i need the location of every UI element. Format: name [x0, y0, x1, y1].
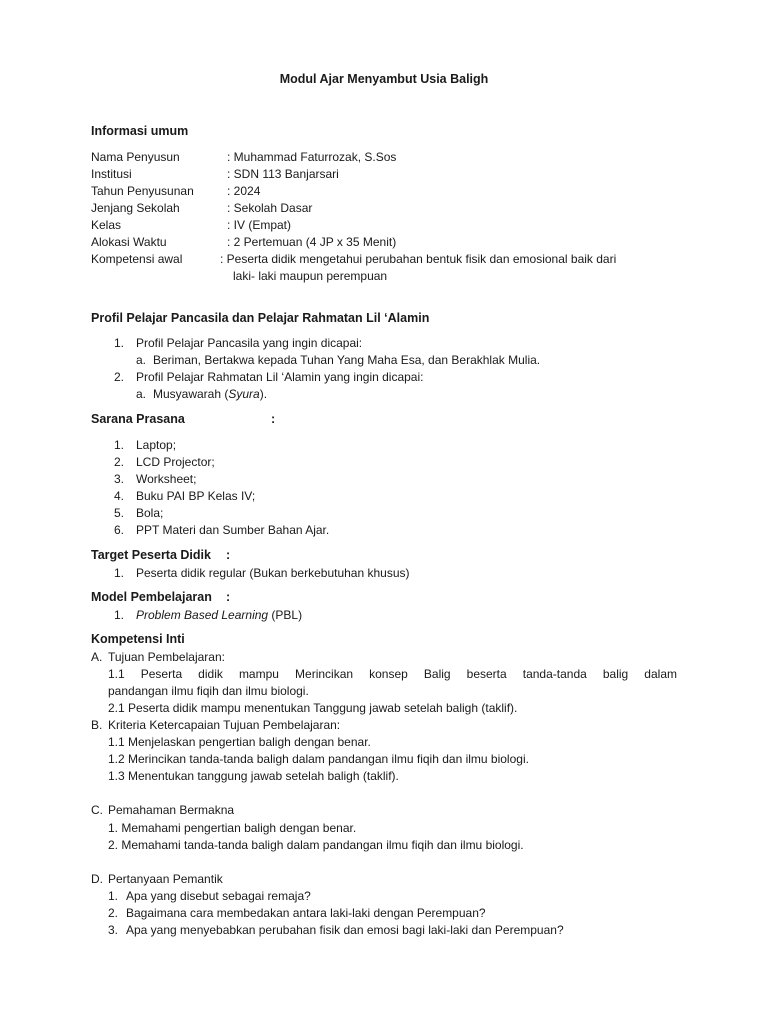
info-value-institusi: : SDN 113 Banjarsari — [227, 167, 339, 181]
sarana-item: Laptop; — [136, 438, 177, 452]
sarana-item: Worksheet; — [136, 472, 197, 486]
sarana-item-number: 1. — [114, 438, 125, 452]
kriteria-item: 1.2 Merincikan tanda-tanda baligh dalam pandangan ilmu fiqih dan ilmu biologi. — [108, 752, 529, 766]
section-c-title: Pemahaman Bermakna — [108, 803, 235, 817]
profil-heading: Profil Pelajar Pancasila dan Pelajar Rahmatan Lil ‘Alamin — [91, 311, 430, 325]
tujuan-1-line1: 1.1 Peserta didik mampu Merincikan konsep Balig beserta tanda-tanda balig dalam — [108, 667, 677, 681]
kompetensi-inti-heading: Kompetensi Inti — [91, 632, 185, 646]
pertanyaan-item: Apa yang menyebabkan perubahan fisik dan emosi bagi laki-laki dan Perempuan? — [126, 923, 564, 937]
profil-item2a-italic: Syura — [228, 387, 260, 401]
info-value-alokasi: : 2 Pertemuan (4 JP x 35 Menit) — [227, 235, 397, 249]
profil-item1a-letter: a. — [136, 353, 147, 367]
info-value-nama: : Muhammad Faturrozak, S.Sos — [227, 150, 397, 164]
info-label-alokasi: Alokasi Waktu — [91, 235, 167, 249]
profil-item1a: Beriman, Bertakwa kepada Tuhan Yang Maha Esa, dan Berakhlak Mulia. — [153, 353, 541, 367]
section-c-letter: C. — [91, 803, 103, 817]
info-value-jenjang: : Sekolah Dasar — [227, 201, 313, 215]
pertanyaan-item-number: 2. — [108, 906, 119, 920]
profil-item2a-pre: Musyawarah ( — [153, 387, 229, 401]
profil-item2a-letter: a. — [136, 387, 147, 401]
section-d-letter: D. — [91, 872, 103, 886]
pertanyaan-item: Bagaimana cara membedakan antara laki-laki dengan Perempuan? — [126, 906, 486, 920]
target-colon: : — [226, 548, 231, 562]
profil-item2a — [153, 387, 267, 401]
profil-item2a-post: ). — [259, 387, 268, 401]
info-value-kompetensi-line2: laki- laki maupun perempuan — [233, 269, 388, 283]
sarana-colon: : — [271, 412, 276, 426]
sarana-item: Buku PAI BP Kelas IV; — [136, 489, 256, 503]
sarana-item-number: 2. — [114, 455, 125, 469]
kriteria-item: 1.1 Menjelaskan pengertian baligh dengan benar. — [108, 735, 371, 749]
model-item-italic: Problem Based Learning — [136, 608, 269, 622]
model-item-number: 1. — [114, 608, 125, 622]
sarana-item: Bola; — [136, 506, 164, 520]
info-label-kompetensi: Kompetensi awal — [91, 252, 183, 266]
profil-item2-number: 2. — [114, 370, 125, 384]
profil-item1-number: 1. — [114, 336, 125, 350]
sarana-item-number: 5. — [114, 506, 125, 520]
info-label-institusi: Institusi — [91, 167, 132, 181]
model-colon: : — [226, 590, 231, 604]
section-b-title: Kriteria Ketercapaian Tujuan Pembelajaran: — [108, 718, 341, 732]
pertanyaan-item-number: 1. — [108, 889, 119, 903]
target-item: Peserta didik regular (Bukan berkebutuhan khusus) — [136, 566, 410, 580]
pemahaman-item: 1. Memahami pengertian baligh dengan benar. — [108, 821, 357, 835]
model-item — [136, 608, 302, 622]
target-item-number: 1. — [114, 566, 125, 580]
sarana-heading: Sarana Prasana — [91, 412, 185, 426]
info-heading: Informasi umum — [91, 124, 189, 138]
sarana-item: LCD Projector; — [136, 455, 215, 469]
info-label-tahun: Tahun Penyusunan — [91, 184, 194, 198]
info-label-kelas: Kelas — [91, 218, 122, 232]
tujuan-1-line2: pandangan ilmu fiqih dan ilmu biologi. — [108, 684, 309, 698]
kriteria-item: 1.3 Menentukan tanggung jawab setelah baligh (taklif). — [108, 769, 399, 783]
model-item-post: (PBL) — [268, 608, 303, 622]
profil-item2: Profil Pelajar Rahmatan Lil ‘Alamin yang ingin dicapai: — [136, 370, 424, 384]
profil-item1: Profil Pelajar Pancasila yang ingin dicapai: — [136, 336, 363, 350]
section-a-letter: A. — [91, 650, 103, 664]
page-title: Modul Ajar Menyambut Usia Baligh — [279, 72, 489, 86]
section-d-title: Pertanyaan Pemantik — [108, 872, 223, 886]
info-value-tahun: : 2024 — [227, 184, 261, 198]
sarana-item-number: 6. — [114, 523, 125, 537]
pemahaman-item: 2. Memahami tanda-tanda baligh dalam pandangan ilmu fiqih dan ilmu biologi. — [108, 838, 524, 852]
section-a-title: Tujuan Pembelajaran: — [108, 650, 225, 664]
info-value-kompetensi-line1: : Peserta didik mengetahui perubahan bentuk fisik dan emosional baik dari — [220, 252, 617, 266]
target-heading: Target Peserta Didik — [91, 548, 211, 562]
pertanyaan-item-number: 3. — [108, 923, 119, 937]
sarana-item-number: 3. — [114, 472, 125, 486]
section-b-letter: B. — [91, 718, 103, 732]
info-label-nama: Nama Penyusun — [91, 150, 180, 164]
pertanyaan-item: Apa yang disebut sebagai remaja? — [126, 889, 311, 903]
sarana-item: PPT Materi dan Sumber Bahan Ajar. — [136, 523, 330, 537]
model-heading: Model Pembelajaran — [91, 590, 212, 604]
info-value-kelas: : IV (Empat) — [227, 218, 292, 232]
tujuan-2: 2.1 Peserta didik mampu menentukan Tanggung jawab setelah baligh (taklif). — [108, 701, 518, 715]
info-label-jenjang: Jenjang Sekolah — [91, 201, 180, 215]
sarana-item-number: 4. — [114, 489, 125, 503]
